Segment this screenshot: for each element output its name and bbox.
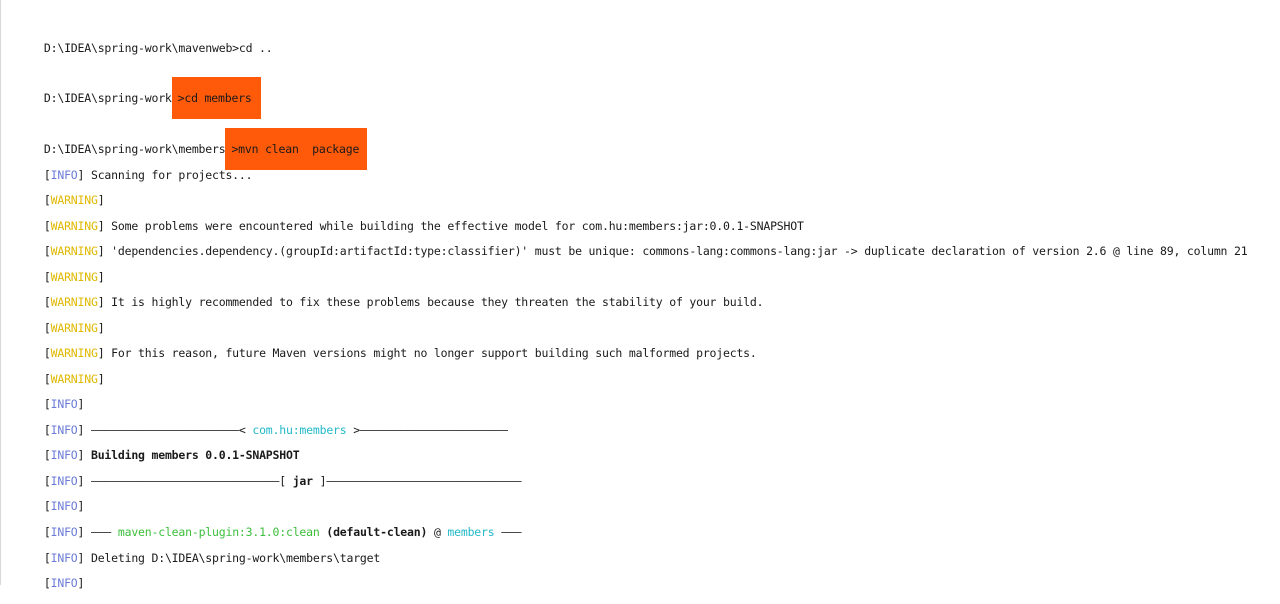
console-line: [INFO] bbox=[43, 499, 85, 513]
log-message: Scanning for projects... bbox=[90, 168, 253, 182]
console-line: [WARNING] Some problems were encountered while building the effective model for com.hu:members:jar:0.0.1-SNAPSHOT bbox=[43, 219, 804, 233]
console-line: [WARNING] 'dependencies.dependency.(groupId:artifactId:type:classifier)' must be unique: commons-lang:commons-lang:jar -> duplicate declaration of version 2.6 @ line 89, column 21 bbox=[43, 244, 1248, 258]
info-tag: INFO bbox=[50, 448, 78, 462]
log-message: It is highly recommended to fix these problems because they threaten the stability of your build. bbox=[111, 295, 764, 309]
at-sign: @ bbox=[433, 525, 441, 539]
console-line: [INFO] Deleting D:\IDEA\spring-work\members\target bbox=[43, 551, 381, 565]
info-tag: INFO bbox=[50, 168, 78, 182]
log-message: 'dependencies.dependency.(groupId:artifactId:type:classifier)' must be unique: commons-lang:commons-lang:jar -> duplicate declaration of version 2.6 @ line 89, column 21 bbox=[111, 244, 1248, 258]
console-line: [WARNING] bbox=[43, 270, 105, 284]
console-line bbox=[17, 77, 261, 119]
separator: ————————————————————————————[ bbox=[90, 474, 293, 488]
goal-id: (default-clean) bbox=[326, 525, 428, 539]
log-message: Deleting D:\IDEA\spring-work\members\target bbox=[90, 551, 381, 565]
warning-tag: WARNING bbox=[50, 270, 98, 284]
warning-tag: WARNING bbox=[50, 321, 98, 335]
warning-tag: WARNING bbox=[50, 346, 98, 360]
plugin-name: maven-clean-plugin:3.1.0:clean bbox=[117, 525, 320, 539]
console-line: [WARNING] bbox=[43, 372, 105, 386]
packaging: jar bbox=[292, 474, 313, 488]
highlighted-command: >mvn clean package bbox=[225, 128, 367, 170]
warning-tag: WARNING bbox=[50, 193, 98, 207]
command: cd .. bbox=[238, 41, 273, 55]
console-line: [WARNING] bbox=[43, 193, 105, 207]
info-tag: INFO bbox=[50, 499, 78, 513]
prompt: D:\IDEA\spring-work bbox=[43, 91, 172, 105]
separator: >—————————————————————— bbox=[346, 423, 508, 437]
build-title: Building members 0.0.1-SNAPSHOT bbox=[90, 448, 300, 462]
console-line: [INFO] bbox=[43, 576, 85, 590]
prompt: D:\IDEA\spring-work\members bbox=[43, 142, 226, 156]
console-line bbox=[17, 27, 273, 69]
console-line: [INFO] bbox=[43, 397, 85, 411]
warning-tag: WARNING bbox=[50, 244, 98, 258]
console-line: [WARNING] bbox=[43, 321, 105, 335]
artifact-id: com.hu:members bbox=[252, 423, 347, 437]
console-line: [INFO] ——————————————————————< com.hu:members >—————————————————————— bbox=[43, 423, 508, 437]
console-line: [INFO] ————————————————————————————[ jar ]————————————————————————————— bbox=[43, 474, 522, 488]
info-tag: INFO bbox=[50, 551, 78, 565]
console-line: [WARNING] For this reason, future Maven versions might no longer support building such malformed projects. bbox=[43, 346, 757, 360]
info-tag: INFO bbox=[50, 474, 78, 488]
console-line: [INFO] Building members 0.0.1-SNAPSHOT bbox=[43, 448, 300, 462]
console-line: [INFO] ——— maven-clean-plugin:3.1.0:clean (default-clean) @ members ——— bbox=[43, 525, 522, 539]
info-tag: INFO bbox=[50, 423, 78, 437]
console-line: [WARNING] It is highly recommended to fix these problems because they threaten the stability of your build. bbox=[43, 295, 764, 309]
info-tag: INFO bbox=[50, 397, 78, 411]
info-tag: INFO bbox=[50, 576, 78, 590]
warning-tag: WARNING bbox=[50, 219, 98, 233]
info-tag: INFO bbox=[50, 525, 78, 539]
warning-tag: WARNING bbox=[50, 295, 98, 309]
module-name: members bbox=[447, 525, 495, 539]
log-message: For this reason, future Maven versions might no longer support building such malformed projects. bbox=[111, 346, 757, 360]
console-line: [INFO] Scanning for projects... bbox=[43, 168, 253, 182]
separator: ——————————————————————< bbox=[90, 423, 253, 437]
log-message: Some problems were encountered while building the effective model for com.hu:members:jar:0.0.1-SNAPSHOT bbox=[111, 219, 804, 233]
dashes: ——— bbox=[501, 525, 522, 539]
prompt: D:\IDEA\spring-work\mavenweb> bbox=[43, 41, 239, 55]
warning-tag: WARNING bbox=[50, 372, 98, 386]
dashes: ——— bbox=[90, 525, 112, 539]
separator: ]————————————————————————————— bbox=[312, 474, 522, 488]
highlighted-command: >cd members bbox=[172, 77, 261, 119]
